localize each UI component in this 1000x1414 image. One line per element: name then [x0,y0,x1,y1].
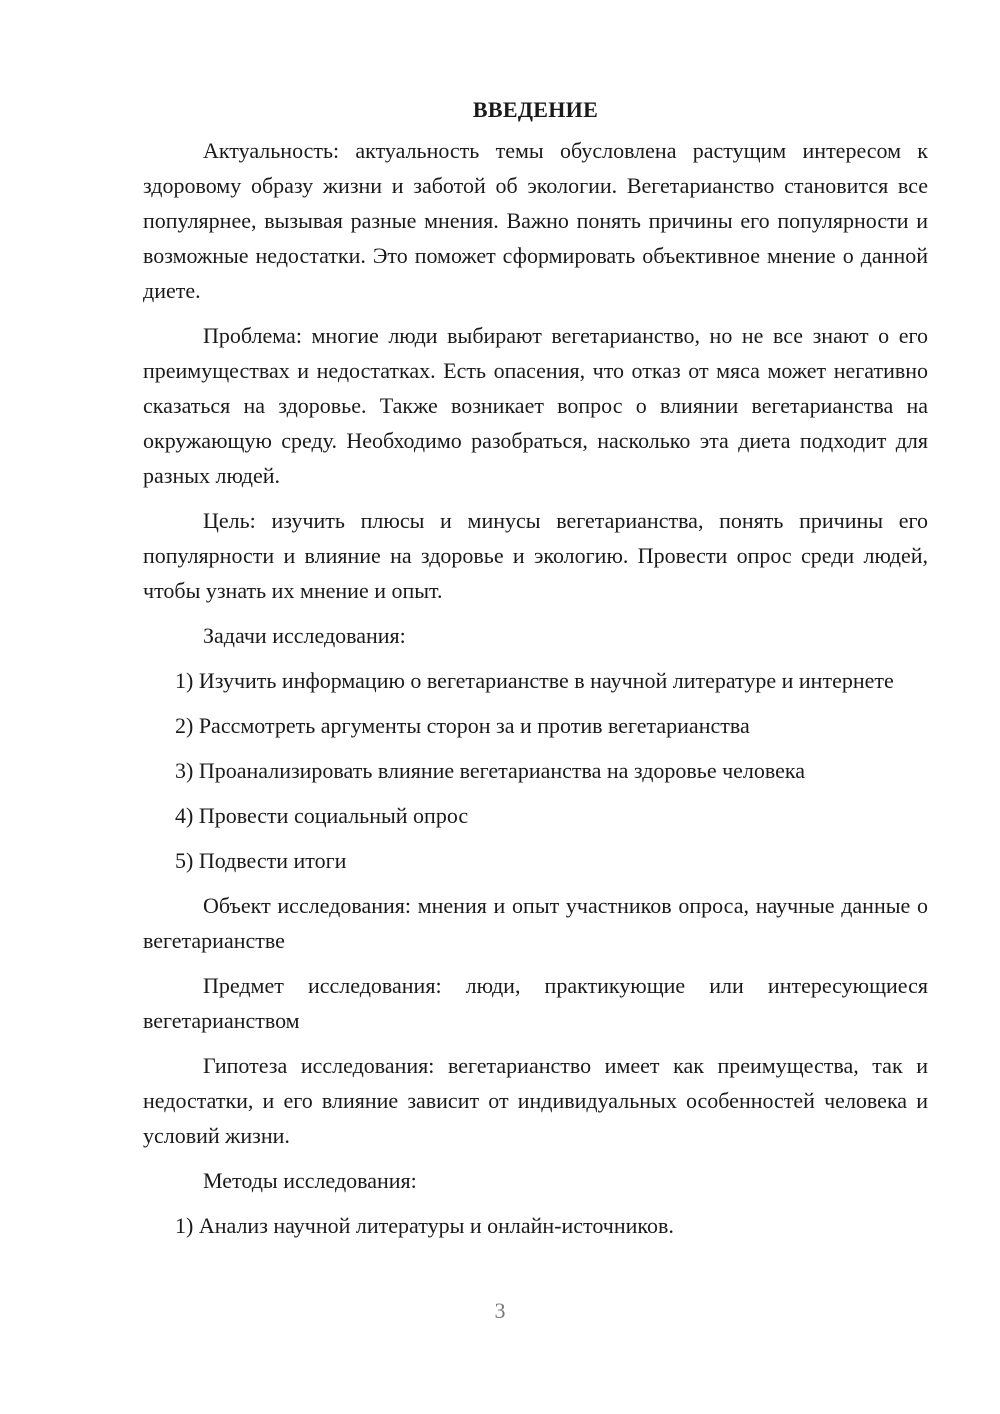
task-item: 1) Изучить информацию о вегетарианстве в научной литературе и интернете [175,668,894,693]
object-paragraph: Объект исследования: мнения и опыт участников опроса, научные данные о вегетарианстве [143,893,928,953]
section-title: ВВЕДЕНИЕ [472,97,599,122]
methods-heading: Методы исследования: [203,1168,417,1193]
task-item: 3) Проанализировать влияние вегетарианства на здоровье человека [175,758,806,783]
task-item: 5) Подвести итоги [175,848,347,873]
task-item: 4) Провести социальный опрос [175,803,469,828]
document-page [143,95,928,1253]
goal-paragraph: Цель: изучить плюсы и минусы вегетарианства, понять причины его популярности и влияние на здоровье и экологию. Провести опрос среди людей, чтобы узнать их мнение и опыт. [143,508,928,603]
problem-paragraph: Проблема: многие люди выбирают вегетарианство, но не все знают о его преимуществах и недостатках. Есть опасения, что отказ от мяса может негативно сказаться на здоровье. Также возникает вопрос о влиянии вегетарианства на окружающую среду. Необходимо разобраться, насколько эта диета подходит для разных людей. [143,323,928,488]
hypothesis-paragraph: Гипотеза исследования: вегетарианство имеет как преимущества, так и недостатки, и его влияние зависит от индивидуальных особенностей человека и условий жизни. [143,1053,928,1148]
page-number: 3 [494,1298,506,1323]
method-item: 1) Анализ научной литературы и онлайн-источников. [175,1213,674,1238]
task-item: 2) Рассмотреть аргументы сторон за и против вегетарианства [175,713,750,738]
subject-paragraph: Предмет исследования: люди, практикующие или интересующиеся вегетарианством [143,973,928,1033]
tasks-heading: Задачи исследования: [203,623,406,648]
relevance-paragraph: Актуальность: актуальность темы обусловлена растущим интересом к здоровому образу жизни и заботой об экологии. Вегетарианство становится все популярнее, вызывая разные мнения. Важно понять причины его популярности и возможные недостатки. Это поможет сформировать объективное мнение о данной диете. [143,138,928,303]
